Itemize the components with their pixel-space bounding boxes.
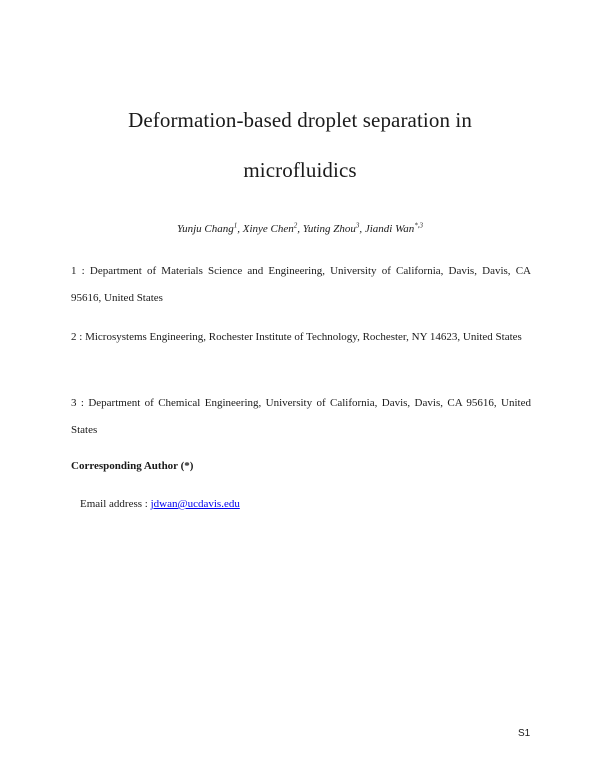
email-label: Email address : (80, 498, 151, 510)
author-affiliation-mark: *,3 (414, 221, 424, 230)
affiliation-text: Department of Chemical Engineering, University of California, Davis, Davis, CA 95616, United States (71, 397, 531, 436)
author-affiliation-mark: 3 (355, 221, 360, 230)
author-list (0, 223, 600, 235)
author-name: Xinye Chen (242, 223, 294, 235)
email-link[interactable]: jdwan@ucdavis.edu (150, 498, 240, 510)
author-separator: , (297, 223, 303, 235)
affiliation-text: Microsystems Engineering, Rochester Institute of Technology, Rochester, NY 14623, United States (85, 331, 522, 343)
paper-title-line-2: microfluidics (243, 158, 357, 182)
author-separator: , (359, 223, 365, 235)
corresponding-author-heading: Corresponding Author (*) (71, 460, 194, 472)
affiliation-label: 3 : (71, 397, 89, 409)
paper-title-line-1: Deformation-based droplet separation in (128, 108, 472, 132)
author-affiliation-mark: 1 (233, 221, 238, 230)
author-separator: , (237, 223, 243, 235)
author-name: Yuting Zhou (302, 223, 356, 235)
author-affiliation-mark: 2 (293, 221, 298, 230)
author-name: Jiandi Wan (364, 223, 415, 235)
page-number: S1 (518, 728, 531, 739)
author-name: Yunju Chang (176, 223, 234, 235)
affiliation-text: Department of Materials Science and Engineering, University of California, Davis, Davis, CA 95616, United States (71, 265, 531, 304)
affiliation-2 (71, 324, 531, 351)
affiliation-label: 2 : (71, 331, 86, 343)
email-line (80, 498, 240, 510)
affiliation-1 (71, 258, 531, 312)
affiliation-3 (71, 390, 531, 444)
affiliation-label: 1 : (71, 265, 90, 277)
